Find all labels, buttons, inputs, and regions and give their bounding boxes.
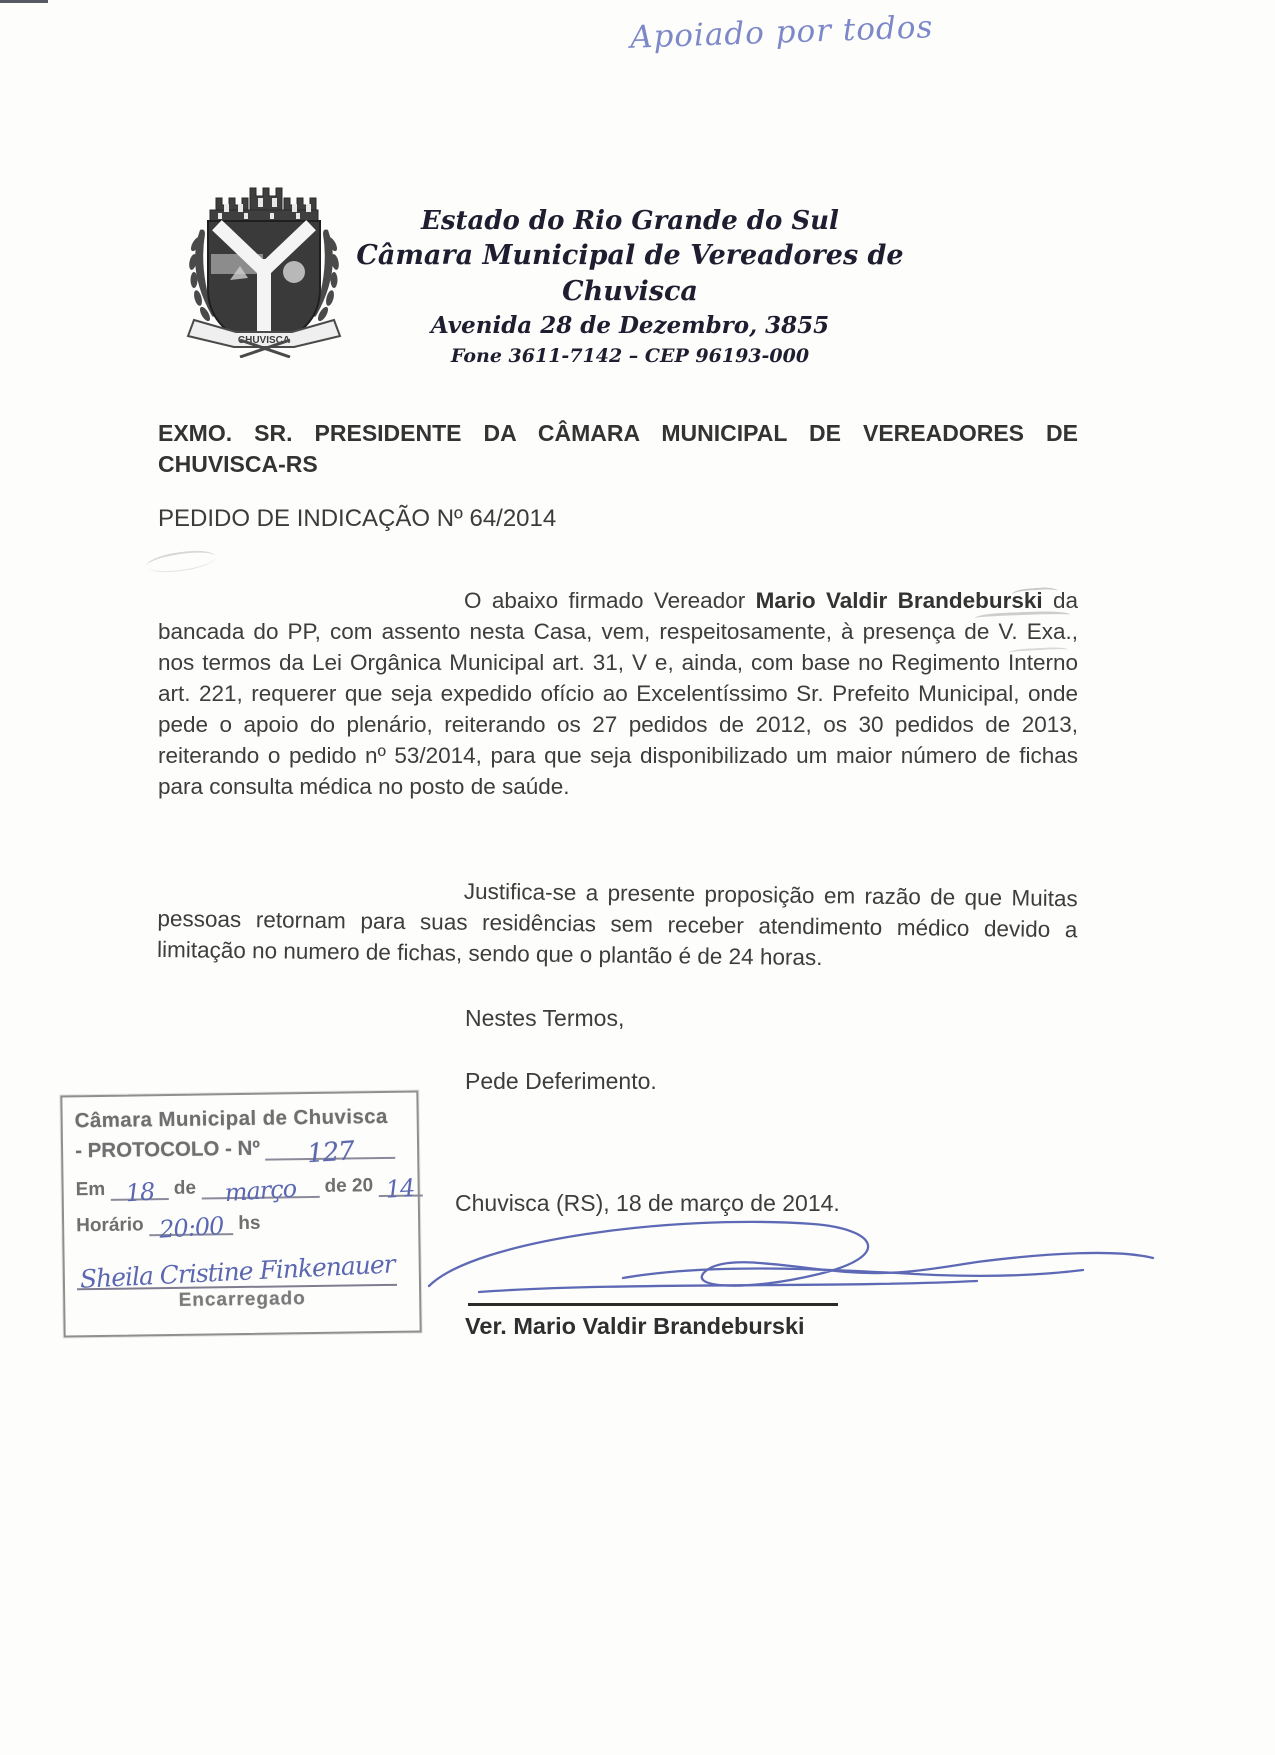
stamp-de-label: de: [173, 1177, 197, 1199]
stamp-title: Câmara Municipal de Chuvisca: [74, 1104, 388, 1133]
handwritten-month: março: [223, 1174, 297, 1208]
body-text: da bancada do PP, com assento nesta Casa, vem, respeitosamente, à presença de V. Exa., nos termos da Lei Orgânica Municipal art. 31, V e, ainda, com base no Regimento Interno art. 221, requerer que seja expedido ofício ao Excelentíssimo Sr. Prefeito Municipal, onde pede o apoio do plenário, reiterando os 27 pedidos de 2012, os 30 pedidos de 2013, reiterando o pedido nº 53/2014, para que seja disponibilizado um maior número de fichas para consulta médica no posto de saúde.: [158, 588, 1079, 799]
protocol-stamp: [60, 1091, 421, 1338]
stamp-em-label: Em: [75, 1178, 106, 1201]
stamp-month-blank: [201, 1174, 319, 1208]
stamp-de20-label: de 20: [324, 1175, 374, 1197]
body-paragraph-justification: Justifica-se a presente proposição em razão de que Muitas pessoas retornam para suas residências sem receber atendimento médico devido a limitação no numero de fichas, sendo que o plantão é de 24 horas.: [156, 878, 1078, 971]
closing-terms: Nestes Termos,: [465, 1005, 625, 1031]
place-and-date-line: Chuvisca (RS), 18 de março de 2014.: [455, 1190, 840, 1216]
handwritten-protocol-number: 127: [306, 1136, 355, 1170]
handwritten-approval-note: Apoiado por todos: [629, 9, 934, 56]
letterhead-address: Avenida 28 de Dezembro, 3855: [430, 312, 830, 339]
body-text: O abaixo firmado Vereador: [464, 588, 756, 613]
clerk-signature-line: [77, 1249, 397, 1294]
stamp-time-label: Horário: [76, 1214, 144, 1237]
signer-name: Ver. Mario Valdir Brandeburski: [465, 1313, 805, 1339]
closing-deferment: Pede Deferimento.: [465, 1068, 657, 1094]
letterhead-chamber: Câmara Municipal de Vereadores de Chuvisca: [356, 240, 904, 307]
stamp-role-label: Encarregado: [178, 1288, 306, 1311]
councilman-name: Mario Valdir Brandeburski: [755, 588, 1043, 613]
document-subject: PEDIDO DE INDICAÇÃO Nº 64/2014: [158, 505, 557, 532]
signature-rule: [468, 1303, 838, 1306]
stamp-day-blank: [110, 1177, 168, 1208]
handwritten-day: 18: [124, 1177, 155, 1208]
stamp-protocol-blank: [265, 1136, 395, 1170]
crest-banner-text: CHUVISCA: [237, 335, 291, 346]
handwritten-year: 14: [385, 1173, 416, 1204]
stamp-hs-label: hs: [238, 1212, 261, 1235]
recipient-heading: EXMO. SR. PRESIDENTE DA CÂMARA MUNICIPAL DE VEREADORES DE CHUVISCA-RS: [158, 420, 1078, 477]
body-paragraph-request: [158, 585, 1078, 802]
handwritten-time: 20:00: [158, 1211, 224, 1244]
pencil-smudge: [145, 547, 217, 576]
stamp-time-blank: [149, 1211, 233, 1244]
stamp-year-blank: [378, 1173, 422, 1204]
clerk-handwritten-signature: Sheila Cristine Finkenauer: [78, 1249, 395, 1294]
letterhead-state: Estado do Rio Grande do Sul: [421, 206, 839, 236]
letterhead: [320, 204, 940, 370]
letterhead-phone-cep: Fone 3611-7142 – CEP 96193-000: [450, 345, 810, 367]
stamp-protocol-label: - PROTOCOLO - Nº: [74, 1136, 261, 1163]
scan-edge-artifact: [0, 0, 48, 3]
